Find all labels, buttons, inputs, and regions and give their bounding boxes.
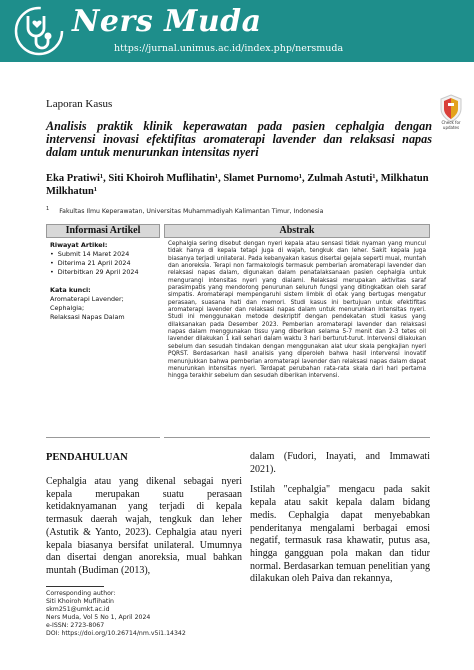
abstract-text: Cephalgia sering disebut dengan nyeri kepala atau sensasi tidak nyaman yang muncul tidak hanya di kepala tetapi juga di wajah, tengkuk dan leher. Sakit kepala juga biasanya terjadi unilateral. Pada kebanyakan kasus disertai gejala seperti mual, muntah dan anoreksia. Terapi non farmakologis termasuk pemberian aromaterapi lavender dan relaksasi napas dalam, digunakan dalam penatalaksanaan pasien cephalgia untuk mengurangi intensitas nyeri yang dialami. Relaksasi merupakan aktivitas saraf parasimpatis yang mendorong penurunan seluruh fungsi yang ditingkatkan oleh saraf simpatis. Aromaterapi mempengaruhi sistem limbik di otak yang bertugas mengatur perasaan, suasana hati dan memori. Studi kasus ini bertujuan untuk efektifitas aromaterapi lavender dan relaksasi napas dalam untuk menurunkan intensitas nyeri. Studi ini menggunakan metode deskriptif dengan pendekatan studi kasus yang dilaksanakan pada Desember 2023. Pemberian aromaterapi lavender dan relaksasi napas dalam menggunakan tissu yang diberikan selama 5-7 menit dan 2-3 tetes oil lavender dilakukan 1 kali sehari dalam waktu 3 hari berturut-turut. Intervensi dilakukan sebelum dan sesudah tindakan dengan menggunakan alat ukur skala pengkajian nyeri PQRST. Berdasarkan hasil analisis yang diperoleh bahwa hasil intervensi inovatif menunjukkan bahwa pemberian aromaterapi lavender dan relaksasi napas dalam dapat menurunkan intensitas nyeri. Terdapat perubahan rata-rata skala dari hari pertama hingga terakhir sebelum dan sesudah diberikan intervensi.	[164, 238, 430, 438]
keywords-line-1: Aromaterapi Lavender; Cephalgia;	[50, 295, 124, 312]
footnote-line: e-ISSN: 2723-8067	[46, 622, 105, 629]
footnote-email[interactable]: skm251@umkt.ac.id	[46, 606, 110, 613]
abstract-heading: Abstrak	[164, 224, 430, 238]
affiliation-text: Fakultas Ilmu Keperawatan, Universitas Muhammadiyah Kalimantan Timur, Indonesia	[59, 208, 324, 216]
affiliation	[46, 206, 323, 215]
affiliation-mark: 1	[46, 206, 50, 212]
footnote-divider	[46, 586, 104, 587]
body-paragraph-right-2: Istilah "cephalgia" mengacu pada sakit kepala atau sakit kepala dalam bidang medis. Cephalgia dapat menyebabkan penderitanya mengalami berbagai emosi negatif, termasuk rasa khawatir, putus asa, hingga gangguan pola makan dan tidur normal. Berdasarkan temuan penelitian yang dilakukan oleh Paiva dan rekannya,	[250, 484, 430, 585]
authors-line-1: Eka Pratiwi¹, Siti Khoiroh Muflihatin¹, Slamet Purnomo¹, Zulmah Astuti¹, Milkhatun	[46, 173, 429, 184]
keywords-label: Kata kunci:	[50, 286, 91, 294]
crossmark-label[interactable]: Check for updates	[441, 120, 461, 130]
abstract-box	[164, 224, 430, 438]
body-paragraph-right-1: dalam (Fudori, Inayati, and Immawati 2021).	[250, 451, 430, 475]
body-column-right	[250, 451, 430, 594]
article-info-heading: Informasi Artikel	[46, 224, 160, 238]
article-type: Laporan Kasus	[46, 98, 113, 110]
section-heading: PENDAHULUAN	[46, 452, 128, 463]
history-published: • Diterbitkan 29 April 2024	[50, 268, 156, 277]
history-label: Riwayat Artikel:	[50, 241, 108, 249]
author-list	[46, 172, 432, 198]
footnote-line: Ners Muda, Vol 5 No 1, April 2024	[46, 614, 151, 621]
article-info-body	[46, 238, 160, 438]
stethoscope-heart-icon	[14, 6, 64, 56]
journal-title: Ners Muda	[72, 4, 262, 39]
journal-header	[0, 0, 474, 62]
body-paragraph-left: Cephalgia atau yang dikenal sebagai nyeri kepala merupakan suatu perasaan ketidaknyamanan yang terjadi di kepala termasuk daerah wajah, tengkuk dan leher (Astutik & Yanto, 2023). Cephalgia atau nyeri kepala biasanya bersifat unilateral. Umumnya dan disertai dengan anoreksia, mual bahkan muntah (Budiman (2013),	[46, 476, 242, 576]
authors-line-2: Milkhatun¹	[46, 186, 97, 197]
footnote-line: Corresponding author:	[46, 590, 116, 597]
history-submitted: • Submit 14 Maret 2024	[50, 250, 156, 259]
article-title: Analisis praktik klinik keperawatan pada pasien cephalgia dengan intervensi inovasi efektifitas aromaterapi lavender dan relaksasi napas dalam untuk menurunkan intensitas nyeri	[46, 119, 432, 159]
journal-url[interactable]: https://jurnal.unimus.ac.id/index.php/nersmuda	[114, 43, 344, 54]
footnote-doi[interactable]: DOI: https://doi.org/10.26714/nm.v5i1.14342	[46, 630, 186, 637]
body-column-left	[46, 452, 242, 578]
history-list	[50, 250, 156, 277]
article-info-box	[46, 224, 160, 438]
footnote-line: Siti Khoiroh Muflihatin	[46, 598, 114, 605]
keywords-line-2: Relaksasi Napas Dalam	[50, 313, 125, 321]
corresponding-author-footnote	[46, 590, 186, 638]
history-accepted: • Diterima 21 April 2024	[50, 259, 156, 268]
